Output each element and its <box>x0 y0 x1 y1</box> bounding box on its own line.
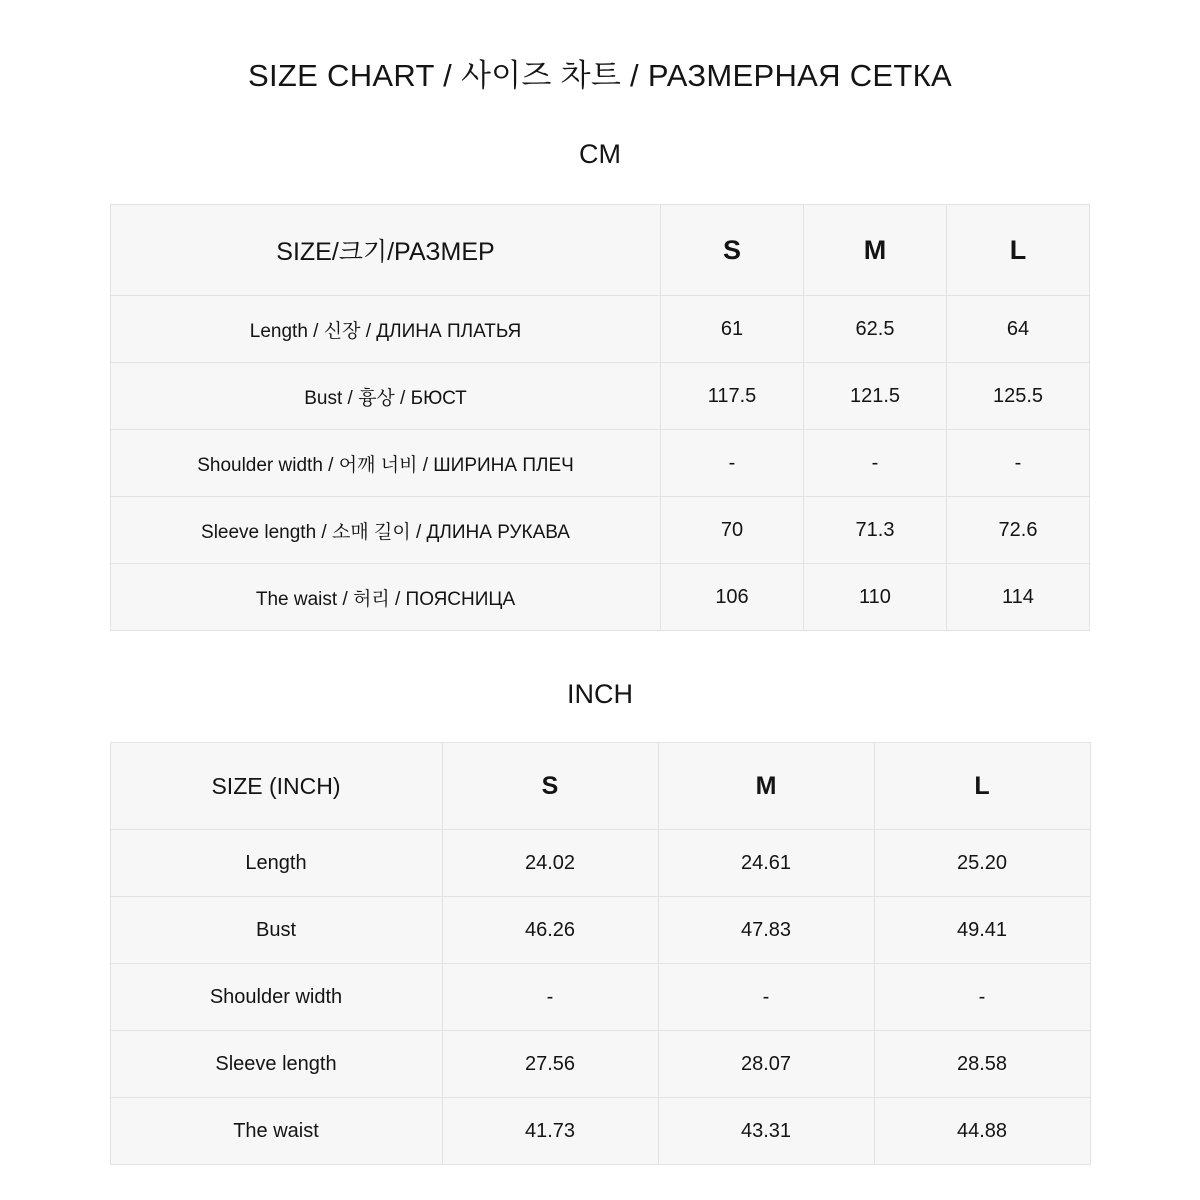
table-header-row <box>111 205 1090 296</box>
cm-row-value-l: 64 <box>947 296 1090 363</box>
cm-row-value-l: 114 <box>947 564 1090 631</box>
inch-row-label: The waist <box>110 1098 442 1165</box>
table-row <box>110 1031 1090 1098</box>
inch-row-value-s: 24.02 <box>442 830 658 897</box>
cm-row-value-s: 70 <box>661 497 804 564</box>
table-row <box>110 1098 1090 1165</box>
inch-row-value-s: 46.26 <box>442 897 658 964</box>
cm-row-label: Sleeve length / 소매 길이 / ДЛИНА РУКАВА <box>111 497 661 564</box>
cm-row-label: Bust / 흉상 / БЮСТ <box>111 363 661 430</box>
inch-row-value-l: 49.41 <box>874 897 1090 964</box>
cm-header-label: SIZE/크기/РАЗМЕР <box>111 205 661 296</box>
cm-row-value-l: 125.5 <box>947 363 1090 430</box>
inch-row-value-l: 25.20 <box>874 830 1090 897</box>
cm-row-value-m: 121.5 <box>804 363 947 430</box>
table-row <box>110 964 1090 1031</box>
cm-row-label: Length / 신장 / ДЛИНА ПЛАТЬЯ <box>111 296 661 363</box>
cm-row-value-s: 117.5 <box>661 363 804 430</box>
inch-row-value-s: - <box>442 964 658 1031</box>
inch-row-value-m: - <box>658 964 874 1031</box>
cm-row-value-m: 71.3 <box>804 497 947 564</box>
cm-row-value-s: 106 <box>661 564 804 631</box>
cm-header-size-s: S <box>661 205 804 296</box>
table-row <box>111 564 1090 631</box>
inch-row-label: Sleeve length <box>110 1031 442 1098</box>
cm-row-label: The waist / 허리 / ПОЯСНИЦА <box>111 564 661 631</box>
inch-row-value-l: - <box>874 964 1090 1031</box>
table-row <box>111 430 1090 497</box>
inch-row-value-m: 43.31 <box>658 1098 874 1165</box>
inch-row-value-s: 41.73 <box>442 1098 658 1165</box>
inch-row-label: Shoulder width <box>110 964 442 1031</box>
inch-row-value-l: 44.88 <box>874 1098 1090 1165</box>
inch-row-value-m: 47.83 <box>658 897 874 964</box>
cm-section-title: CM <box>579 139 621 169</box>
inch-row-value-s: 27.56 <box>442 1031 658 1098</box>
table-header-row <box>110 743 1090 830</box>
cm-row-value-m: 110 <box>804 564 947 631</box>
cm-size-table <box>110 204 1090 631</box>
table-row <box>111 296 1090 363</box>
inch-row-label: Length <box>110 830 442 897</box>
inch-header-label: SIZE (INCH) <box>110 743 442 830</box>
cm-row-value-s: - <box>661 430 804 497</box>
table-row <box>111 363 1090 430</box>
cm-row-value-s: 61 <box>661 296 804 363</box>
inch-header-size-m: M <box>658 743 874 830</box>
inch-size-table <box>110 742 1091 1165</box>
inch-row-label: Bust <box>110 897 442 964</box>
cm-row-value-m: 62.5 <box>804 296 947 363</box>
inch-section-title: INCH <box>567 679 633 709</box>
cm-row-value-l: - <box>947 430 1090 497</box>
cm-row-value-l: 72.6 <box>947 497 1090 564</box>
cm-row-value-m: - <box>804 430 947 497</box>
cm-header-size-m: M <box>804 205 947 296</box>
inch-row-value-m: 24.61 <box>658 830 874 897</box>
inch-header-size-l: L <box>874 743 1090 830</box>
table-row <box>110 830 1090 897</box>
inch-header-size-s: S <box>442 743 658 830</box>
inch-row-value-m: 28.07 <box>658 1031 874 1098</box>
inch-row-value-l: 28.58 <box>874 1031 1090 1098</box>
table-row <box>111 497 1090 564</box>
cm-header-size-l: L <box>947 205 1090 296</box>
page-title: SIZE CHART / 사이즈 차트 / РАЗМЕРНАЯ СЕТКА <box>248 58 952 93</box>
cm-row-label: Shoulder width / 어깨 너비 / ШИРИНА ПЛЕЧ <box>111 430 661 497</box>
table-row <box>110 897 1090 964</box>
